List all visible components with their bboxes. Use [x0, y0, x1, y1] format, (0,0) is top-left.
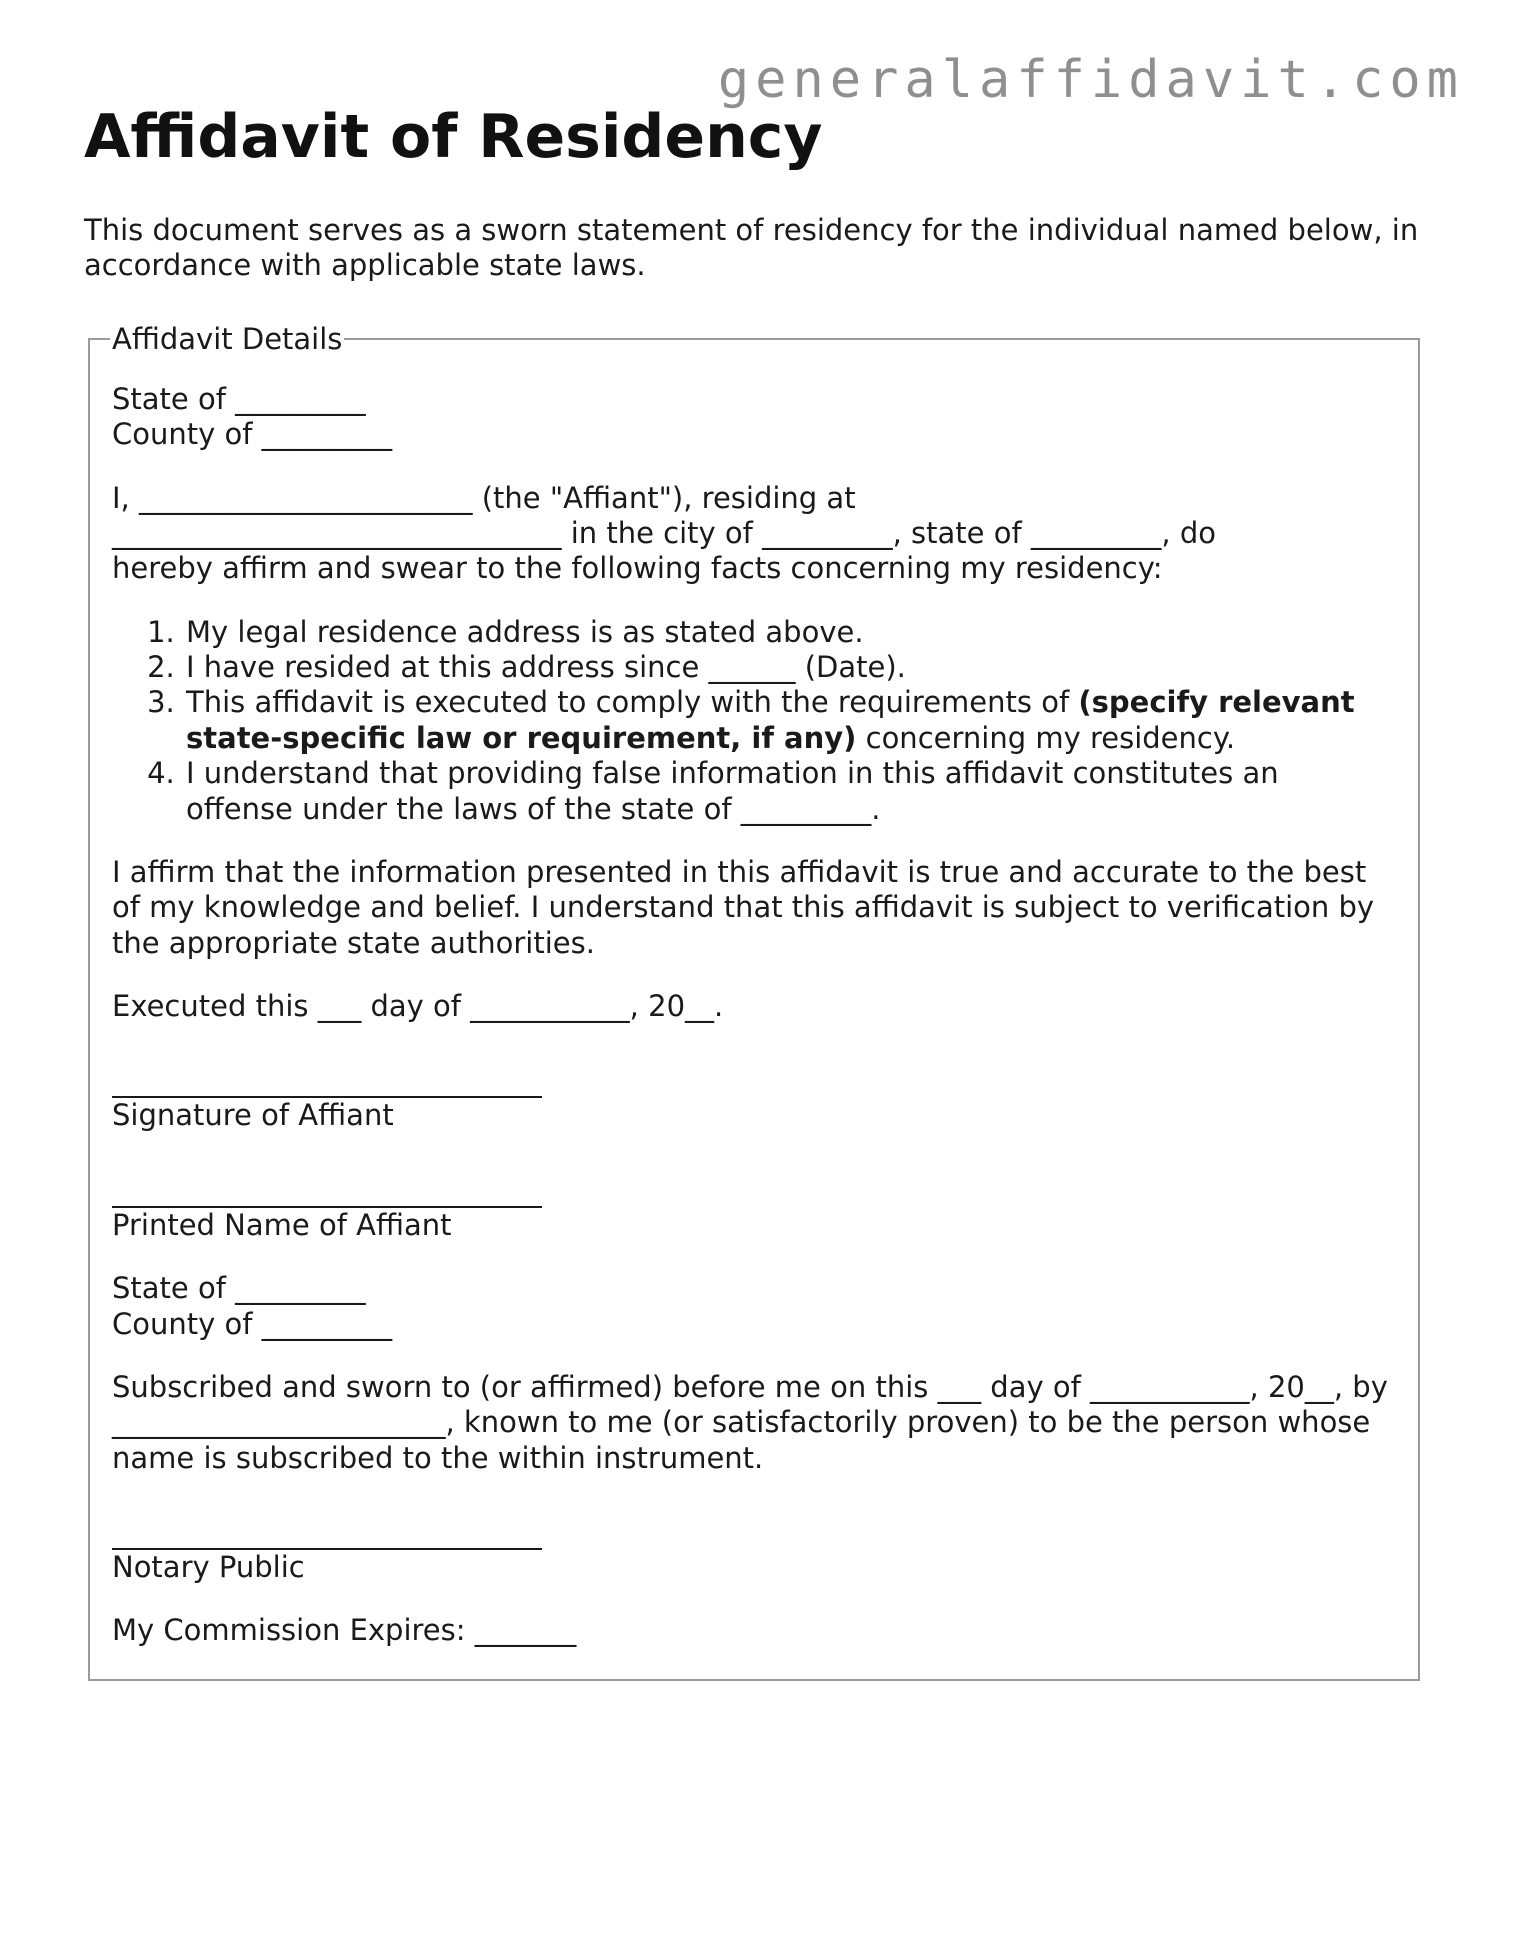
document-page	[84, 100, 1424, 1681]
affirmation-paragraph: I affirm that the information presented in this affidavit is true and accurate to the best of my knowledge and belief. I understand that this affidavit is subject to verification by the appropriate state authorities.	[112, 854, 1375, 960]
printed-name-block	[112, 1172, 1394, 1243]
fact-item-text: concerning my residency.	[856, 720, 1236, 755]
venue-state: State of _________	[112, 381, 366, 416]
notary-venue-block	[112, 1271, 1394, 1342]
affidavit-details-legend: Affidavit Details	[112, 321, 343, 356]
venue-block	[112, 382, 1394, 453]
notary-venue-state: State of _________	[112, 1271, 366, 1306]
page-title: Affidavit of Residency	[84, 102, 823, 172]
signature-line	[112, 1062, 542, 1098]
affiant-statement-line1: I, _______________________ (the "Affiant"), residing at	[112, 480, 856, 515]
facts-list	[112, 615, 1394, 827]
affidavit-body	[112, 382, 1394, 1649]
executed-line: Executed this ___ day of ___________, 20__.	[112, 989, 724, 1023]
affiant-signature-block	[112, 1062, 1394, 1133]
printed-name-label: Printed Name of Affiant	[112, 1207, 452, 1242]
notary-signature-block	[112, 1514, 1394, 1585]
affidavit-details-section	[88, 322, 1420, 1681]
fact-item-bold-text: (specify relevant state-specific law or requirement, if any)	[186, 685, 1355, 755]
watermark: generalaffidavit.com	[717, 50, 1464, 110]
notary-venue-county: County of _________	[112, 1306, 393, 1341]
intro-paragraph: This document serves as a sworn statement of residency for the individual named below, in accordance with applicable state laws.	[84, 213, 1419, 283]
venue-county: County of _________	[112, 417, 393, 452]
notary-label: Notary Public	[112, 1550, 305, 1584]
affiant-statement	[112, 481, 1394, 587]
fact-item-text: This affidavit is executed to comply with the requirements of	[186, 685, 1079, 720]
affiant-statement-line2: _______________________________ in the city of _________, state of _________, do	[112, 515, 1216, 550]
notary-statement: Subscribed and sworn to (or affirmed) before me on this ___ day of ___________, 20__, by _______________________, known to me (or satisfactorily proven) to be the person whose name is subscribed to the within instrument.	[112, 1369, 1388, 1475]
printed-name-line	[112, 1172, 542, 1208]
affiant-statement-line3: hereby affirm and swear to the following facts concerning my residency:	[112, 551, 1163, 586]
fact-item: 2. I have resided at this address since ______ (Date).	[184, 650, 1394, 685]
commission-expires: My Commission Expires: _______	[112, 1613, 577, 1648]
fact-item: 1. My legal residence address is as stated above.	[184, 615, 1394, 650]
fact-item	[184, 685, 1394, 756]
notary-signature-line	[112, 1514, 542, 1550]
fact-item: 4. I understand that providing false information in this affidavit constitutes an offense under the laws of the state of _________.	[184, 756, 1394, 827]
signature-label: Signature of Affiant	[112, 1098, 394, 1133]
